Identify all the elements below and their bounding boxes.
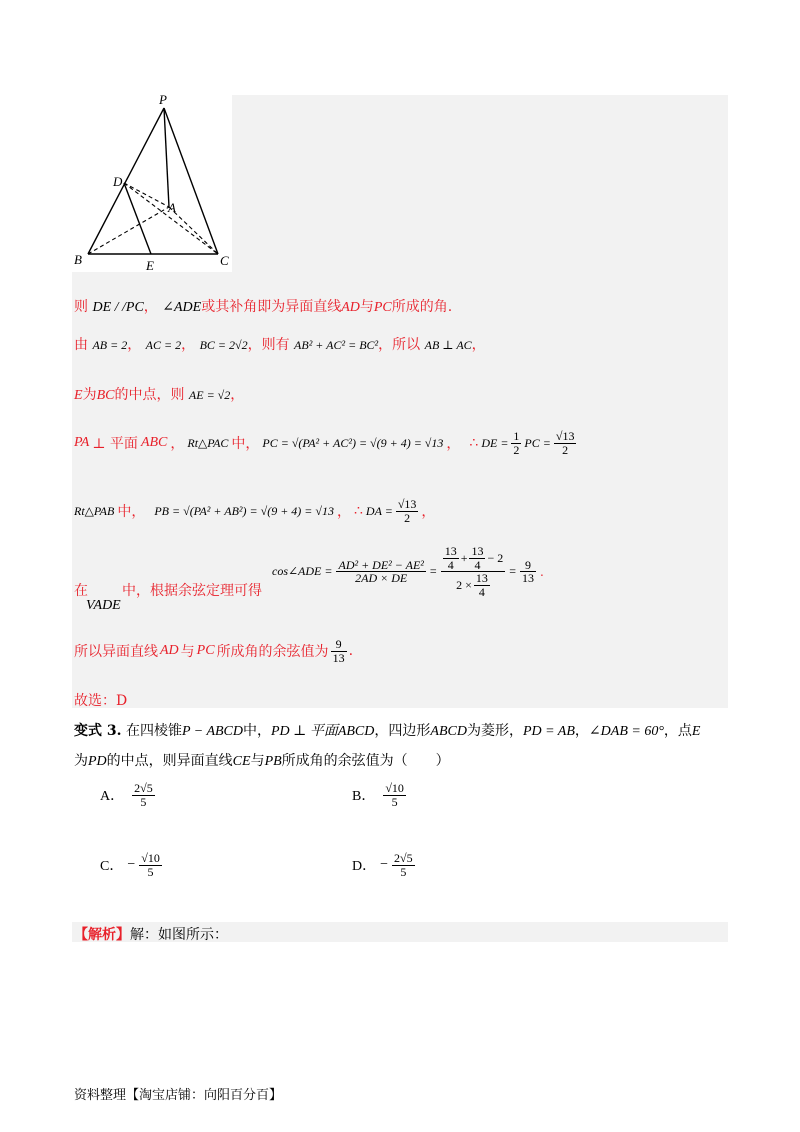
- option-c[interactable]: C． − $\frac{√10}{5}$: [100, 851, 160, 879]
- cosine-formula: cos∠ADE = $\frac{\text{AD² + DE² − AE²}}{2AD \times DE}$ = $\frac{13}{4}$ + $\frac{13}{4}$ − 2 2 × $\frac{13}{4}$ = $\frac{9}{13}$ .: [272, 544, 544, 599]
- solution-line-3: E为BC的中点，则 AE = √2，: [74, 387, 245, 403]
- solution-line-2: 由 AB = 2， AC = 2， BC = 2√2，则有 AB² + AC² = BC²，所以 AB ⊥ AC，: [74, 337, 486, 353]
- fraction-substitution: $\frac{13}{4}$ + $\frac{13}{4}$ − 2 2 × $\frac{13}{4}$: [441, 545, 506, 598]
- option-b[interactable]: B． $\frac{√10}{5}$: [352, 781, 404, 809]
- fraction-root13-over-2: $\frac{√13}{2}$: [555, 429, 575, 457]
- fraction-9-over-13: $\frac{9}{13}$: [522, 557, 535, 586]
- label-C: C: [220, 253, 229, 268]
- problem-line-1: 变式 3. 在四棱锥P − ABCD中，PD ⊥ 平面ABCD，四边形ABCD为菱形，PD = AB，∠DAB = 60°，点E: [74, 723, 701, 739]
- pyramid-figure: [72, 92, 232, 272]
- label-B: B: [74, 252, 82, 267]
- fraction-cosine-law: $\frac{\text{AD² + DE² − AE²}}{2AD \times DE}$: [338, 557, 424, 586]
- problem-line-2: 为PD的中点，则异面直线CE与PB所成角的余弦值为（ ）: [74, 753, 450, 769]
- solution-line-5: Rt△PAB 中， PB = √(PA² + AB²) = √(9 + 4) = √13 ， ∴ DA = $\frac{√13}{2}$ ，: [74, 497, 436, 525]
- solution-line-7: 所以异面直线 AD 与 PC 所成角的余弦值为 $\frac{9}{13}$ .: [74, 637, 354, 665]
- solution-line-1: 则 DE / /PC， ∠ADE或其补角即为异面直线AD与PC所成的角.: [74, 299, 453, 315]
- footer-credit: 资料整理【淘宝店铺：向阳百分百】: [74, 1088, 283, 1103]
- label-A: A: [168, 200, 176, 215]
- label-P: P: [159, 92, 167, 107]
- option-d[interactable]: D． − $\frac{2√5}{5}$: [352, 851, 413, 879]
- fraction-half: $\frac{1}{2}$: [513, 429, 520, 457]
- triangle-ade-label: VADE: [86, 598, 121, 613]
- label-D: D: [113, 174, 123, 189]
- fraction-da: $\frac{√13}{2}$: [397, 497, 417, 525]
- fraction-answer: $\frac{9}{13}$: [332, 637, 345, 665]
- option-a[interactable]: A． $\frac{2√5}{5}$: [100, 781, 153, 809]
- analysis-tag: 【解析】: [74, 927, 130, 943]
- solution-line-4: PA ⊥ 平面 ABC ， Rt△PAC 中， PC = √(PA² + AC²) = √(9 + 4) = √13 ， ∴ DE = $\frac{1}{2}$ PC = $\frac{√13}{2}$: [74, 429, 575, 457]
- answer-choice: 故选：D: [74, 693, 128, 709]
- solution-background: [232, 95, 728, 272]
- label-E: E: [146, 258, 154, 272]
- solution-line-6-prefix: 在 中，根据余弦定理可得: [74, 583, 262, 599]
- analysis-line: 【解析】解：如图所示：: [74, 927, 228, 943]
- problem-label: 变式 3.: [74, 723, 122, 739]
